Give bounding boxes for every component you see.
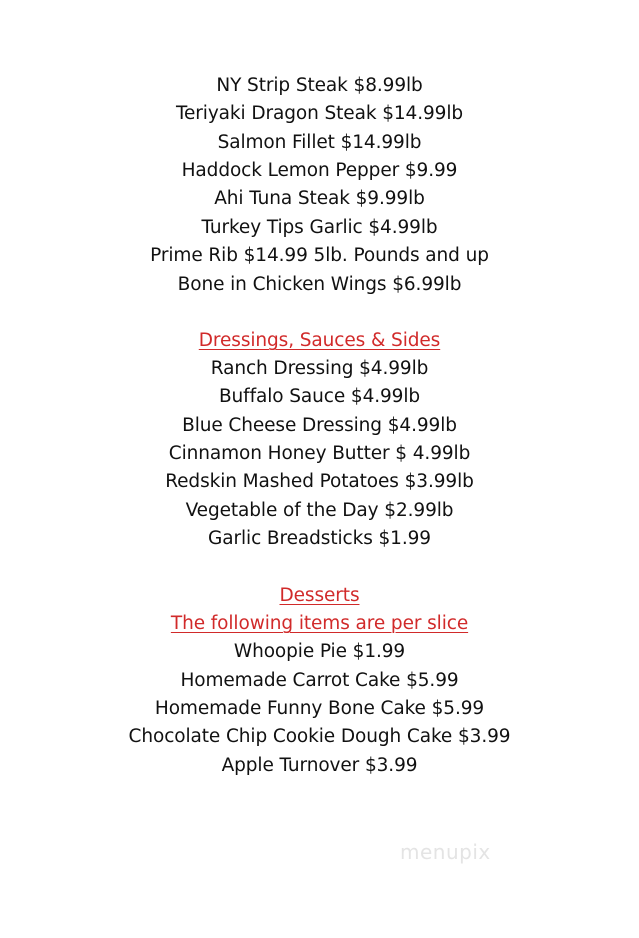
menu-item: Apple Turnover $3.99 bbox=[221, 755, 418, 776]
menu-item: Teriyaki Dragon Steak $14.99lb bbox=[175, 103, 464, 124]
menu-item: Salmon Fillet $14.99lb bbox=[217, 132, 422, 153]
menu-item: Chocolate Chip Cookie Dough Cake $3.99 bbox=[128, 726, 511, 747]
menu-item: Prime Rib $14.99 5lb. Pounds and up bbox=[150, 245, 489, 266]
menu-item: Vegetable of the Day $2.99lb bbox=[185, 500, 454, 521]
menu-item: Homemade Carrot Cake $5.99 bbox=[180, 670, 459, 691]
section-heading-sides: Dressings, Sauces & Sides bbox=[198, 330, 441, 351]
menu-item: Whoopie Pie $1.99 bbox=[233, 641, 406, 662]
menu-item: Buffalo Sauce $4.99lb bbox=[218, 386, 421, 407]
menu-item: Homemade Funny Bone Cake $5.99 bbox=[154, 698, 485, 719]
menu-item: NY Strip Steak $8.99lb bbox=[216, 75, 423, 96]
menu-item: Blue Cheese Dressing $4.99lb bbox=[182, 415, 457, 436]
menu-item: Redskin Mashed Potatoes $3.99lb bbox=[165, 471, 474, 492]
menu-item: Bone in Chicken Wings $6.99lb bbox=[177, 274, 462, 295]
watermark: menupix bbox=[400, 840, 491, 864]
menu-item: Haddock Lemon Pepper $9.99 bbox=[181, 160, 458, 181]
menu-item: Cinnamon Honey Butter $ 4.99lb bbox=[168, 443, 471, 464]
desserts-note: The following items are per slice bbox=[170, 613, 469, 634]
menu-item: Turkey Tips Garlic $4.99lb bbox=[201, 217, 438, 238]
menu-item: Ahi Tuna Steak $9.99lb bbox=[214, 188, 425, 209]
section-heading-desserts: Desserts bbox=[279, 585, 360, 606]
menu-item: Garlic Breadsticks $1.99 bbox=[208, 528, 431, 549]
menu-item: Ranch Dressing $4.99lb bbox=[210, 358, 429, 379]
